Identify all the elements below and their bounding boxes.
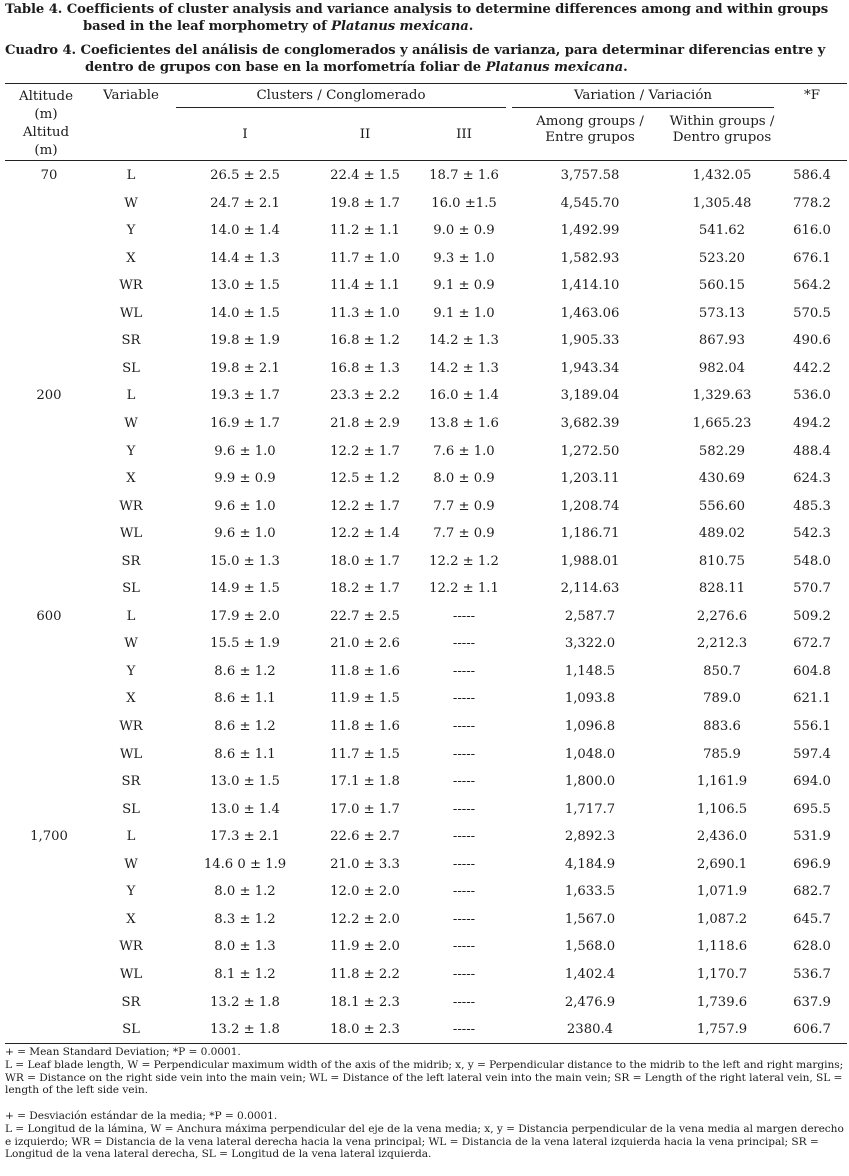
cluster-iii-cell: ----- <box>452 802 476 817</box>
cluster-iii-cell: 12.2 ± 1.1 <box>429 581 499 596</box>
cluster-ii-cell: 12.0 ± 2.0 <box>330 884 400 899</box>
cluster-ii-cell: 16.8 ± 1.2 <box>330 333 400 348</box>
among-groups-cell: 1,463.06 <box>560 306 620 321</box>
variable-cell: WL <box>119 967 143 982</box>
f-value-cell: 616.0 <box>793 223 831 238</box>
f-value-cell: 485.3 <box>793 499 831 514</box>
cluster-ii-cell: 11.9 ± 2.0 <box>330 939 400 954</box>
cluster-iii-cell: 7.7 ± 0.9 <box>433 526 495 541</box>
variable-cell: X <box>126 691 136 706</box>
f-value-cell: 570.7 <box>793 581 831 596</box>
f-value-cell: 637.9 <box>793 995 831 1010</box>
among-groups-cell: 1,208.74 <box>560 499 620 514</box>
f-value-cell: 606.7 <box>793 1022 831 1037</box>
cluster-iii-cell: ----- <box>452 995 476 1010</box>
f-value-cell: 536.0 <box>793 388 831 403</box>
among-groups-cell: 1,093.8 <box>564 691 616 706</box>
f-value-cell: 556.1 <box>793 719 831 734</box>
f-value-cell: 645.7 <box>793 912 831 927</box>
variable-cell: SL <box>122 581 140 596</box>
altitude-cell: 200 <box>36 388 62 403</box>
cluster-iii-cell: 13.8 ± 1.6 <box>429 416 499 431</box>
among-groups-cell: 3,322.0 <box>564 636 616 651</box>
variable-cell: WL <box>119 526 143 541</box>
f-value-cell: 542.3 <box>793 526 831 541</box>
table-caption-english <box>5 1 847 35</box>
among-groups-cell: 3,682.39 <box>560 416 620 431</box>
header-f: *F <box>804 88 820 103</box>
f-value-cell: 531.9 <box>793 829 831 844</box>
cluster-ii-cell: 17.0 ± 1.7 <box>330 802 400 817</box>
f-value-cell: 488.4 <box>793 444 831 459</box>
cluster-iii-cell: 18.7 ± 1.6 <box>429 168 499 183</box>
variable-cell: Y <box>126 884 136 899</box>
cluster-ii-cell: 18.0 ± 1.7 <box>330 554 400 569</box>
cluster-iii-cell: ----- <box>452 691 476 706</box>
cluster-i-cell: 15.0 ± 1.3 <box>210 554 280 569</box>
cluster-i-cell: 8.0 ± 1.2 <box>214 884 276 899</box>
among-groups-cell: 2,476.9 <box>564 995 616 1010</box>
f-value-cell: 682.7 <box>793 884 831 899</box>
variable-cell: Y <box>126 223 136 238</box>
cluster-i-cell: 14.6 0 ± 1.9 <box>203 857 287 872</box>
within-groups-cell: 560.15 <box>698 278 746 293</box>
within-groups-cell: 982.04 <box>698 361 746 376</box>
cluster-i-cell: 24.7 ± 2.1 <box>210 196 280 211</box>
cluster-i-cell: 17.9 ± 2.0 <box>210 609 280 624</box>
cluster-i-cell: 8.3 ± 1.2 <box>214 912 276 927</box>
within-groups-cell: 582.29 <box>698 444 746 459</box>
among-groups-cell: 1,905.33 <box>560 333 620 348</box>
variable-cell: WR <box>119 719 143 734</box>
f-value-cell: 442.2 <box>793 361 831 376</box>
cluster-iii-cell: ----- <box>452 747 476 762</box>
cluster-i-cell: 14.9 ± 1.5 <box>210 581 280 596</box>
cluster-i-cell: 8.6 ± 1.2 <box>214 664 276 679</box>
cluster-iii-cell: ----- <box>452 664 476 679</box>
cluster-iii-cell: 9.0 ± 0.9 <box>433 223 495 238</box>
variable-cell: X <box>126 471 136 486</box>
cluster-i-cell: 8.1 ± 1.2 <box>214 967 276 982</box>
cluster-i-cell: 14.0 ± 1.5 <box>210 306 280 321</box>
variable-cell: SR <box>121 995 141 1010</box>
cluster-iii-cell: 16.0 ± 1.4 <box>429 388 499 403</box>
header-altitude-unit-en: (m) <box>34 107 58 122</box>
within-groups-cell: 1,305.48 <box>692 196 752 211</box>
cluster-ii-cell: 19.8 ± 1.7 <box>330 196 400 211</box>
header-variable: Variable <box>103 88 159 103</box>
header-among-es: Entre grupos <box>545 130 635 145</box>
caption-en-prefix: based in the leaf morphometry of <box>83 19 332 34</box>
among-groups-cell: 1,717.7 <box>564 802 616 817</box>
cluster-ii-cell: 11.8 ± 1.6 <box>330 664 400 679</box>
clusters-underline <box>176 107 506 108</box>
among-groups-cell: 1,943.34 <box>560 361 620 376</box>
cluster-iii-cell: ----- <box>452 829 476 844</box>
variable-cell: L <box>126 609 136 624</box>
among-groups-cell: 2,587.7 <box>564 609 616 624</box>
cluster-i-cell: 19.3 ± 1.7 <box>210 388 280 403</box>
cluster-ii-cell: 21.0 ± 3.3 <box>330 857 400 872</box>
variable-cell: L <box>126 388 136 403</box>
variable-cell: Y <box>126 664 136 679</box>
among-groups-cell: 4,545.70 <box>560 196 620 211</box>
variable-cell: WR <box>119 278 143 293</box>
cluster-i-cell: 8.0 ± 1.3 <box>214 939 276 954</box>
f-value-cell: 570.5 <box>793 306 831 321</box>
among-groups-cell: 1,148.5 <box>564 664 616 679</box>
header-clusters: Clusters / Conglomerado <box>256 88 426 103</box>
f-value-cell: 548.0 <box>793 554 831 569</box>
f-value-cell: 604.8 <box>793 664 831 679</box>
within-groups-cell: 828.11 <box>698 581 746 596</box>
f-value-cell: 694.0 <box>793 774 831 789</box>
variable-cell: WR <box>119 939 143 954</box>
within-groups-cell: 789.0 <box>703 691 741 706</box>
cluster-i-cell: 19.8 ± 1.9 <box>210 333 280 348</box>
cluster-i-cell: 9.6 ± 1.0 <box>214 444 276 459</box>
caption-es-suffix: . <box>623 60 628 75</box>
among-groups-cell: 1,800.0 <box>564 774 616 789</box>
f-value-cell: 597.4 <box>793 747 831 762</box>
variable-cell: WR <box>119 499 143 514</box>
within-groups-cell: 523.20 <box>698 251 746 266</box>
cluster-i-cell: 17.3 ± 2.1 <box>210 829 280 844</box>
altitude-cell: 1,700 <box>30 829 68 844</box>
cluster-i-cell: 13.0 ± 1.5 <box>210 278 280 293</box>
variable-cell: Y <box>126 444 136 459</box>
f-value-cell: 490.6 <box>793 333 831 348</box>
f-value-cell: 494.2 <box>793 416 831 431</box>
within-groups-cell: 883.6 <box>703 719 741 734</box>
altitude-cell: 70 <box>40 168 58 183</box>
among-groups-cell: 1,567.0 <box>564 912 616 927</box>
cluster-iii-cell: 7.7 ± 0.9 <box>433 499 495 514</box>
f-value-cell: 696.9 <box>793 857 831 872</box>
cluster-ii-cell: 12.5 ± 1.2 <box>330 471 400 486</box>
caption-es-line2 <box>5 59 847 76</box>
cluster-iii-cell: ----- <box>452 1022 476 1037</box>
cluster-i-cell: 13.2 ± 1.8 <box>210 1022 280 1037</box>
within-groups-cell: 867.93 <box>698 333 746 348</box>
variable-cell: W <box>124 416 138 431</box>
cluster-i-cell: 9.6 ± 1.0 <box>214 499 276 514</box>
within-groups-cell: 2,212.3 <box>696 636 748 651</box>
cluster-iii-cell: 16.0 ±1.5 <box>431 196 497 211</box>
footnote-es-definitions: L = Longitud de la lámina, W = Anchura máxima perpendicular del eje de la vena media; x, y = Distancia perpendicular de la vena media al margen derecho e izquierdo; WR = Distancia de la vena lateral derecha hacia la vena principal; WL = Distancia de la vena lateral izquierda hacia la vena principal; SR = Longitud de la vena lateral derecha, SL = Longitud de la vena lateral izquierda. <box>5 1122 844 1161</box>
cluster-ii-cell: 18.2 ± 1.7 <box>330 581 400 596</box>
within-groups-cell: 2,436.0 <box>696 829 748 844</box>
among-groups-cell: 2,892.3 <box>564 829 616 844</box>
f-value-cell: 778.2 <box>793 196 831 211</box>
cluster-ii-cell: 11.2 ± 1.1 <box>330 223 400 238</box>
cluster-iii-cell: 7.6 ± 1.0 <box>433 444 495 459</box>
cluster-ii-cell: 11.8 ± 1.6 <box>330 719 400 734</box>
f-value-cell: 628.0 <box>793 939 831 954</box>
within-groups-cell: 573.13 <box>698 306 746 321</box>
among-groups-cell: 1,096.8 <box>564 719 616 734</box>
among-groups-cell: 3,757.58 <box>560 168 620 183</box>
cluster-iii-cell: ----- <box>452 719 476 734</box>
variable-cell: SL <box>122 361 140 376</box>
cluster-iii-cell: 12.2 ± 1.2 <box>429 554 499 569</box>
cluster-i-cell: 26.5 ± 2.5 <box>210 168 280 183</box>
cluster-ii-cell: 11.7 ± 1.5 <box>330 747 400 762</box>
cluster-i-cell: 9.9 ± 0.9 <box>214 471 276 486</box>
within-groups-cell: 1,106.5 <box>696 802 748 817</box>
f-value-cell: 586.4 <box>793 168 831 183</box>
variable-cell: X <box>126 251 136 266</box>
cluster-i-cell: 15.5 ± 1.9 <box>210 636 280 651</box>
among-groups-cell: 1,048.0 <box>564 747 616 762</box>
header-altitude <box>8 88 84 160</box>
caption-es-prefix: dentro de grupos con base en la morfometría foliar de <box>85 60 486 75</box>
footnote-en-definitions: L = Leaf blade length, W = Perpendicular maximum width of the axis of the midrib; x, y = Perpendicular distance to the midrib to the left and right margins; WR = Distance on the right side vein into the main vein; WL = Distance of the left lateral vein into the main vein; SR = Length of the right lateral vein, SL = length of the left side vein. <box>5 1058 844 1097</box>
caption-en-species: Platanus mexicana <box>331 19 469 34</box>
cluster-iii-cell: ----- <box>452 774 476 789</box>
cluster-ii-cell: 12.2 ± 1.7 <box>330 499 400 514</box>
f-value-cell: 672.7 <box>793 636 831 651</box>
cluster-i-cell: 14.0 ± 1.4 <box>210 223 280 238</box>
variable-cell: X <box>126 912 136 927</box>
cluster-ii-cell: 11.7 ± 1.0 <box>330 251 400 266</box>
caption-en-suffix: . <box>468 19 474 34</box>
among-groups-cell: 2,114.63 <box>560 581 620 596</box>
within-groups-cell: 489.02 <box>698 526 746 541</box>
among-groups-cell: 1,568.0 <box>564 939 616 954</box>
cluster-ii-cell: 11.8 ± 2.2 <box>330 967 400 982</box>
header-among-en: Among groups / <box>536 114 644 129</box>
cluster-ii-cell: 22.4 ± 1.5 <box>330 168 400 183</box>
cluster-ii-cell: 22.7 ± 2.5 <box>330 609 400 624</box>
within-groups-cell: 1,665.23 <box>692 416 752 431</box>
within-groups-cell: 1,161.9 <box>696 774 748 789</box>
cluster-iii-cell: ----- <box>452 967 476 982</box>
within-groups-cell: 810.75 <box>698 554 746 569</box>
among-groups-cell: 4,184.9 <box>564 857 616 872</box>
header-variation: Variation / Variación <box>573 88 713 103</box>
cluster-ii-cell: 23.3 ± 2.2 <box>330 388 400 403</box>
cluster-ii-cell: 18.1 ± 2.3 <box>330 995 400 1010</box>
cluster-ii-cell: 16.8 ± 1.3 <box>330 361 400 376</box>
table-top-rule <box>5 83 847 84</box>
cluster-ii-cell: 11.9 ± 1.5 <box>330 691 400 706</box>
cluster-ii-cell: 12.2 ± 1.7 <box>330 444 400 459</box>
cluster-iii-cell: ----- <box>452 857 476 872</box>
header-altitude-en: Altitude <box>18 89 74 104</box>
variable-cell: W <box>124 636 138 651</box>
cluster-iii-cell: ----- <box>452 636 476 651</box>
altitude-cell: 600 <box>36 609 62 624</box>
variation-underline <box>512 107 774 108</box>
cluster-ii-cell: 11.4 ± 1.1 <box>330 278 400 293</box>
within-groups-cell: 1,071.9 <box>696 884 748 899</box>
cluster-i-cell: 8.6 ± 1.1 <box>214 691 276 706</box>
cluster-iii-cell: 9.1 ± 1.0 <box>433 306 495 321</box>
among-groups-cell: 1,988.01 <box>560 554 620 569</box>
footnote-en-symbols: + = Mean Standard Deviation; *P = 0.0001. <box>5 1046 241 1058</box>
f-value-cell: 564.2 <box>793 278 831 293</box>
cluster-iii-cell: 9.1 ± 0.9 <box>433 278 495 293</box>
header-within-en: Within groups / <box>669 114 775 129</box>
f-value-cell: 621.1 <box>793 691 831 706</box>
cluster-iii-cell: 14.2 ± 1.3 <box>429 361 499 376</box>
among-groups-cell: 1,402.4 <box>564 967 616 982</box>
within-groups-cell: 2,276.6 <box>696 609 748 624</box>
within-groups-cell: 1,087.2 <box>696 912 748 927</box>
cluster-iii-cell: 9.3 ± 1.0 <box>433 251 495 266</box>
cluster-iii-cell: ----- <box>452 609 476 624</box>
header-altitude-es: Altitud <box>22 125 70 140</box>
within-groups-cell: 1,329.63 <box>692 388 752 403</box>
footnotes-english <box>5 1046 847 1097</box>
within-groups-cell: 430.69 <box>698 471 746 486</box>
among-groups-cell: 1,492.99 <box>560 223 620 238</box>
variable-cell: SL <box>122 1022 140 1037</box>
within-groups-cell: 556.60 <box>698 499 746 514</box>
within-groups-cell: 1,757.9 <box>696 1022 748 1037</box>
footnotes-spanish <box>5 1110 847 1161</box>
among-groups-cell: 1,272.50 <box>560 444 620 459</box>
cluster-i-cell: 8.6 ± 1.2 <box>214 719 276 734</box>
cluster-i-cell: 16.9 ± 1.7 <box>210 416 280 431</box>
cluster-iii-cell: ----- <box>452 884 476 899</box>
header-bottom-rule <box>5 160 847 161</box>
among-groups-cell: 1,633.5 <box>564 884 616 899</box>
cluster-i-cell: 14.4 ± 1.3 <box>210 251 280 266</box>
within-groups-cell: 1,118.6 <box>696 939 748 954</box>
among-groups-cell: 2380.4 <box>566 1022 614 1037</box>
f-value-cell: 695.5 <box>793 802 831 817</box>
cluster-ii-cell: 12.2 ± 1.4 <box>330 526 400 541</box>
header-cluster-ii: II <box>359 127 371 142</box>
cluster-i-cell: 13.0 ± 1.5 <box>210 774 280 789</box>
footnote-es-symbols: + = Desviación estándar de la media; *P = 0.0001. <box>5 1110 278 1122</box>
variable-cell: WL <box>119 747 143 762</box>
cluster-iii-cell: ----- <box>452 912 476 927</box>
variable-cell: L <box>126 829 136 844</box>
variable-cell: W <box>124 196 138 211</box>
cluster-ii-cell: 22.6 ± 2.7 <box>330 829 400 844</box>
cluster-i-cell: 9.6 ± 1.0 <box>214 526 276 541</box>
among-groups-cell: 1,414.10 <box>560 278 620 293</box>
variable-cell: W <box>124 857 138 872</box>
cluster-iii-cell: 14.2 ± 1.3 <box>429 333 499 348</box>
f-value-cell: 624.3 <box>793 471 831 486</box>
cluster-ii-cell: 18.0 ± 2.3 <box>330 1022 400 1037</box>
header-cluster-i: I <box>242 127 248 142</box>
within-groups-cell: 1,170.7 <box>696 967 748 982</box>
among-groups-cell: 3,189.04 <box>560 388 620 403</box>
variable-cell: SR <box>121 554 141 569</box>
caption-es-species: Platanus mexicana <box>485 60 624 75</box>
cluster-ii-cell: 17.1 ± 1.8 <box>330 774 400 789</box>
variable-cell: SR <box>121 774 141 789</box>
variable-cell: SL <box>122 802 140 817</box>
caption-en-line1: Table 4. Coefficients of cluster analysis and variance analysis to determine differences among and within groups <box>5 2 829 17</box>
caption-en-line2 <box>5 18 847 35</box>
within-groups-cell: 1,739.6 <box>696 995 748 1010</box>
cluster-ii-cell: 12.2 ± 2.0 <box>330 912 400 927</box>
cluster-i-cell: 8.6 ± 1.1 <box>214 747 276 762</box>
cluster-i-cell: 13.0 ± 1.4 <box>210 802 280 817</box>
cluster-ii-cell: 21.0 ± 2.6 <box>330 636 400 651</box>
among-groups-cell: 1,186.71 <box>560 526 620 541</box>
header-within-es: Dentro grupos <box>672 130 772 145</box>
cluster-ii-cell: 21.8 ± 2.9 <box>330 416 400 431</box>
variable-cell: WL <box>119 306 143 321</box>
within-groups-cell: 541.62 <box>698 223 746 238</box>
cluster-i-cell: 13.2 ± 1.8 <box>210 995 280 1010</box>
header-cluster-iii: III <box>456 127 472 142</box>
cluster-iii-cell: ----- <box>452 939 476 954</box>
among-groups-cell: 1,582.93 <box>560 251 620 266</box>
header-within-groups <box>640 114 804 146</box>
cluster-i-cell: 19.8 ± 2.1 <box>210 361 280 376</box>
caption-es-line1: Cuadro 4. Coeficientes del análisis de conglomerados y análisis de varianza, para determinar diferencias entre y <box>5 43 826 58</box>
within-groups-cell: 1,432.05 <box>692 168 752 183</box>
within-groups-cell: 785.9 <box>703 747 741 762</box>
table-bottom-rule <box>5 1043 847 1044</box>
cluster-ii-cell: 11.3 ± 1.0 <box>330 306 400 321</box>
variable-cell: SR <box>121 333 141 348</box>
cluster-iii-cell: 8.0 ± 0.9 <box>433 471 495 486</box>
f-value-cell: 676.1 <box>793 251 831 266</box>
among-groups-cell: 1,203.11 <box>560 471 620 486</box>
header-altitude-unit-es: (m) <box>34 143 58 158</box>
f-value-cell: 509.2 <box>793 609 831 624</box>
f-value-cell: 536.7 <box>793 967 831 982</box>
within-groups-cell: 850.7 <box>703 664 741 679</box>
variable-cell: L <box>126 168 136 183</box>
within-groups-cell: 2,690.1 <box>696 857 748 872</box>
table-caption-spanish <box>5 42 847 76</box>
